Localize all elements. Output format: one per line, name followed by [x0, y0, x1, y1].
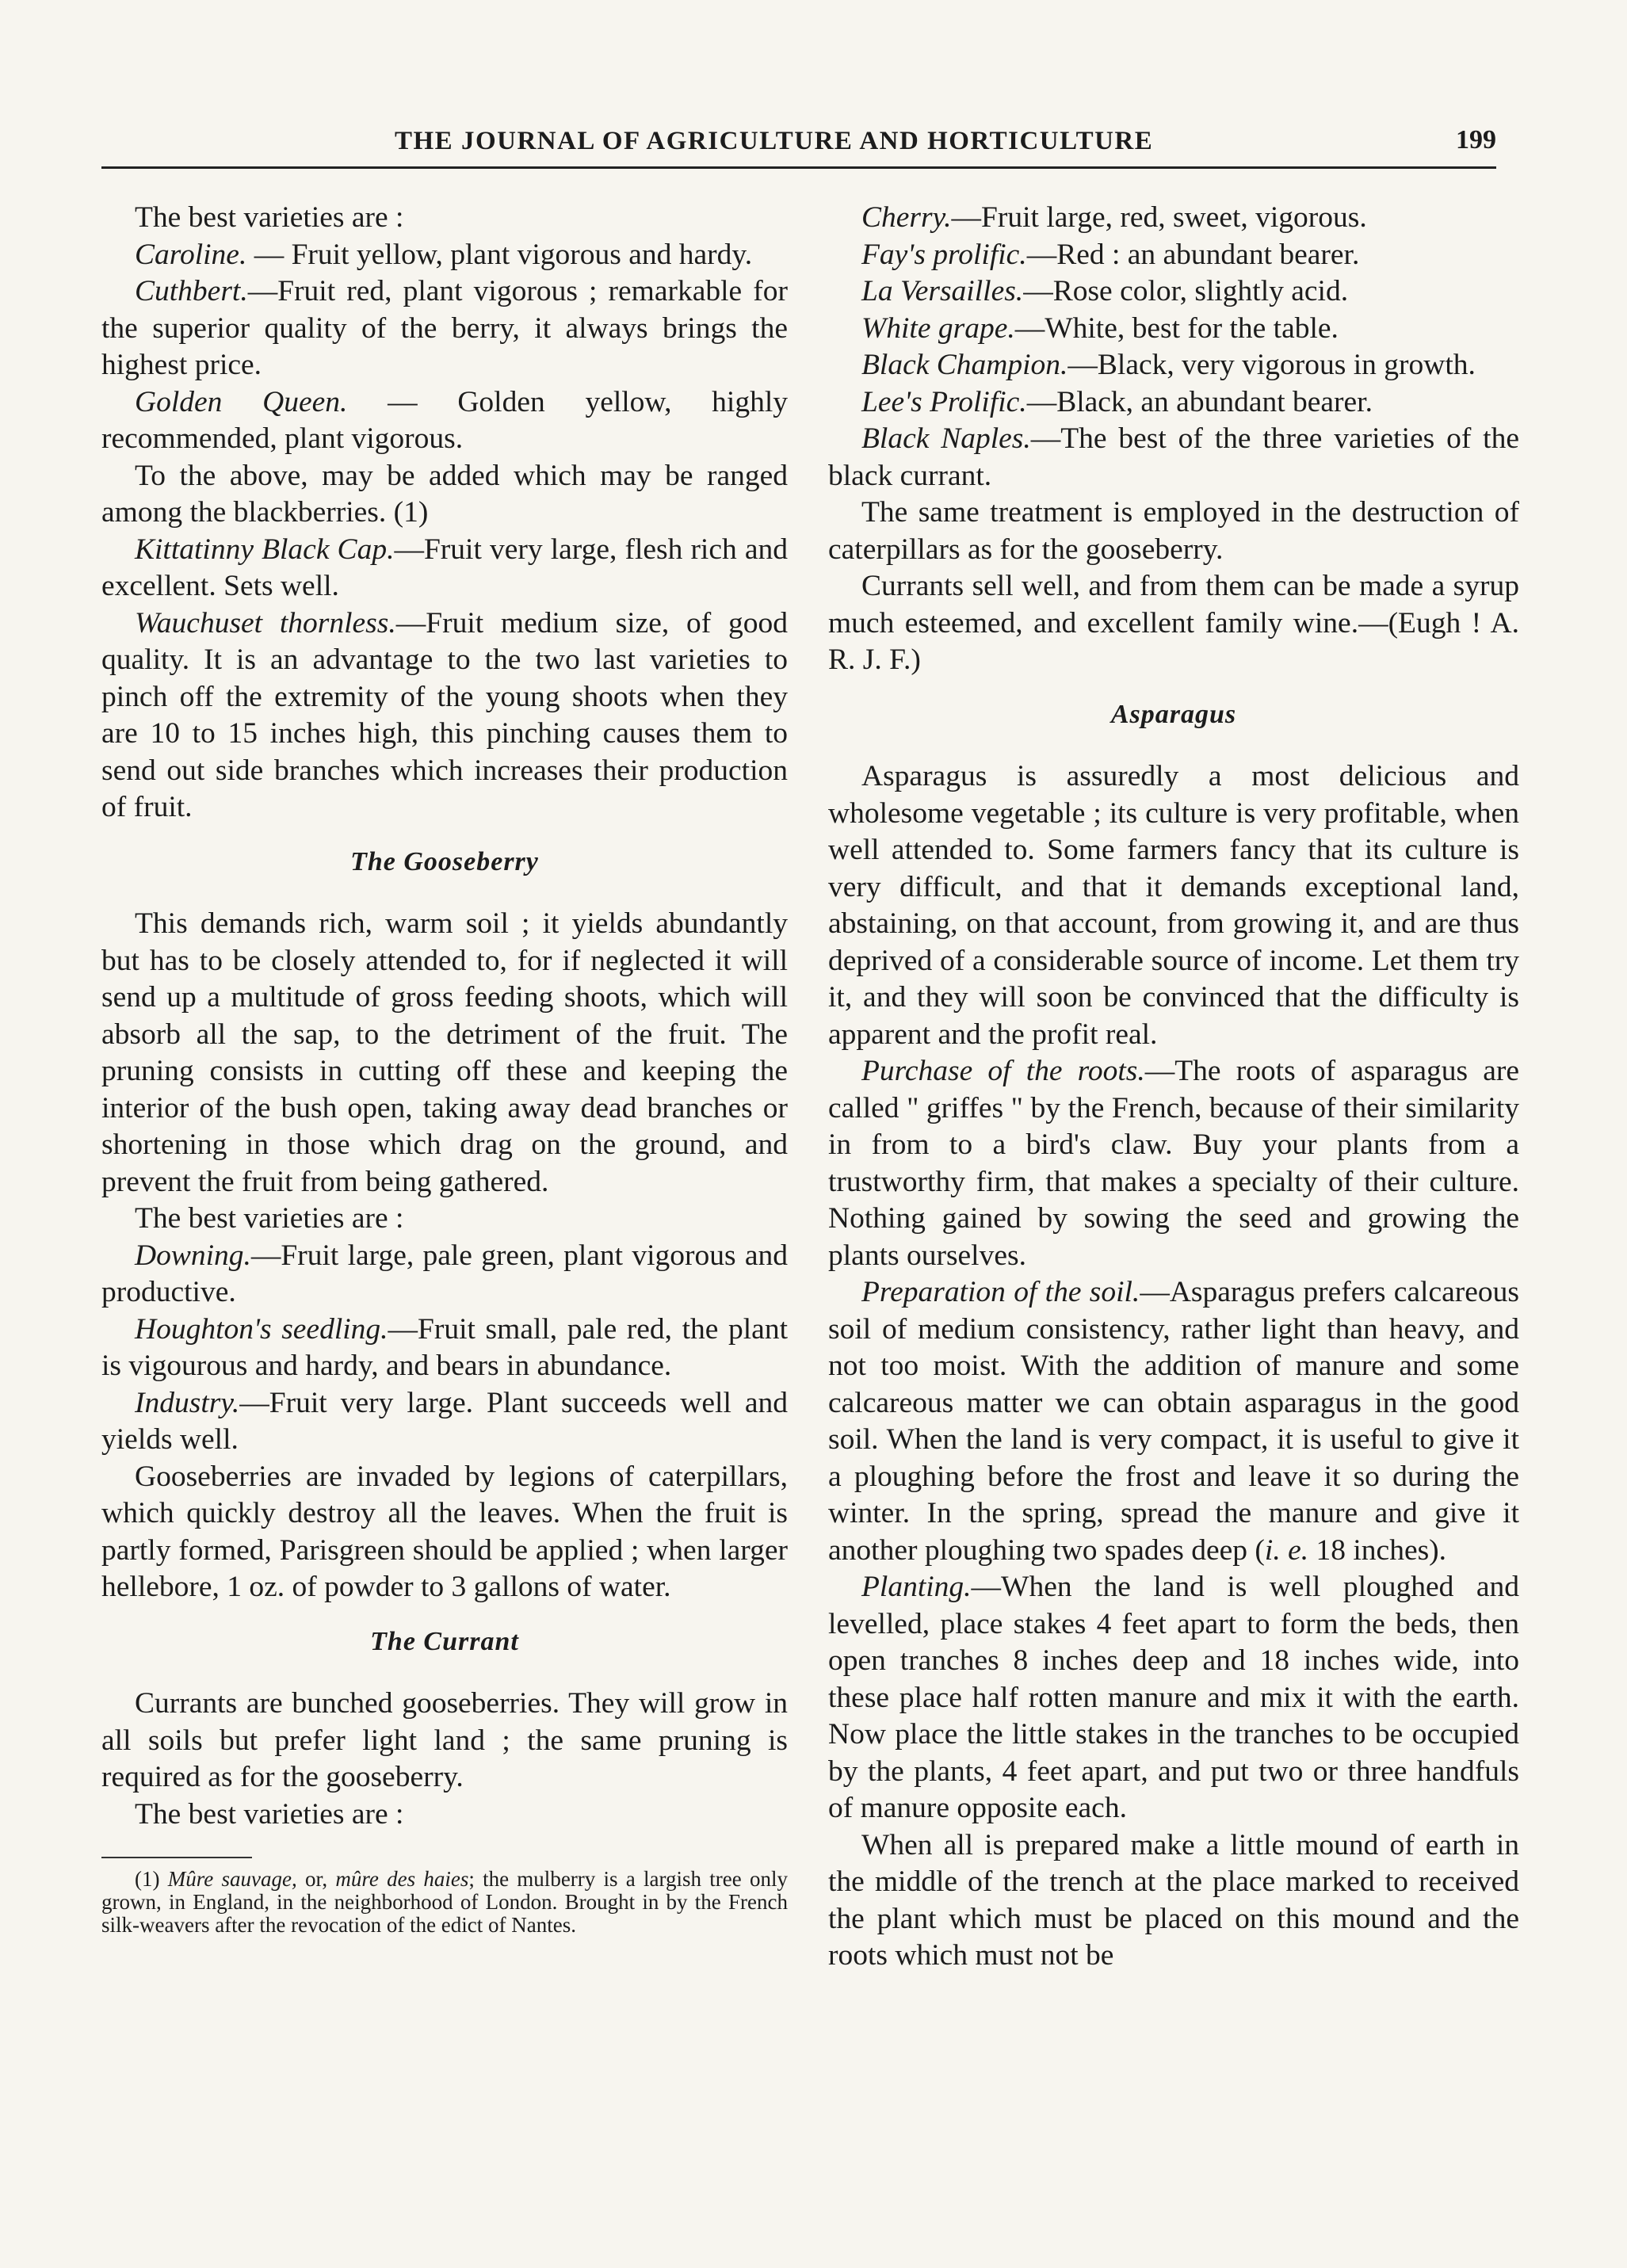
subsection-text: —Asparagus prefers calcareous soil of medium consistency, rather light than heavy, and not too moist. With the addition of manure and some calcareous matter we can obtain asparagus in the good soil. When the land is very compact, it is useful to give it a ploughing before the frost and leave it so during the winter. In the spring, spread the manure and give it another ploughing two spades deep (	[828, 1276, 1519, 1567]
variety-description: —Black, very vigorous in growth.	[1067, 349, 1476, 381]
subsection-planting	[828, 1569, 1519, 1827]
paragraph: This demands rich, warm soil ; it yields abundantly but has to be closely attended to, for if neglected it will send up a multitude of gross feeding shoots, which will absorb all the sap, to the detriment of the fruit. The pruning consists in cutting off these and keeping the interior of the bush open, taking away dead branches or shortening in those which drag on the ground, and prevent the fruit from being gathered.	[101, 907, 788, 1198]
page-number: 199	[1456, 125, 1496, 155]
variety-name: Caroline.	[135, 238, 247, 271]
subsection-title: Preparation of the soil.	[861, 1276, 1140, 1308]
variety-name: Industry.	[135, 1386, 240, 1419]
footnote-term: mûre des haies	[335, 1867, 469, 1891]
variety-industry	[101, 1385, 788, 1459]
left-column	[101, 200, 788, 1937]
variety-name: Black Champion.	[861, 349, 1068, 381]
variety-downing	[101, 1238, 788, 1312]
variety-description: —Fruit medium size, of good quality. It is an advantage to the two last varieties to pinch off the extremity of the young shoots when they are 10 to 15 inches high, this pinching causes them to send out side branches which increases their production of fruit.	[101, 606, 789, 823]
variety-description: —Fruit small, pale red, the plant is vigourous and hardy, and bears in abundance.	[101, 1312, 788, 1382]
variety-cherry	[828, 200, 1519, 237]
subsection-title: Purchase of the roots.	[861, 1055, 1145, 1087]
variety-fays-prolific	[828, 237, 1519, 274]
footnote-text: ; the mulberry is a largish tree only grown, in England, in the neighborhood of London. Brought in by the French silk-weavers after the revocation of the edict of Nantes.	[101, 1867, 788, 1937]
variety-description: — Golden yellow, highly recommended, plant vigorous.	[101, 385, 789, 455]
variety-name: Wauchuset thornless.	[135, 606, 396, 640]
variety-wauchuset	[101, 605, 788, 827]
paragraph: The best varieties are :	[135, 1797, 404, 1831]
variety-name: Cuthbert.	[135, 275, 248, 307]
variety-description: —Black, an abundant bearer.	[1026, 385, 1373, 418]
section-heading-gooseberry: The Gooseberry	[350, 846, 539, 876]
section-heading-asparagus: Asparagus	[1110, 699, 1237, 729]
variety-name: Kittatinny Black Cap.	[135, 533, 395, 566]
variety-name: Lee's Prolific.	[861, 385, 1027, 418]
footnote-term: Mûre sauvage,	[167, 1867, 297, 1891]
variety-la-versailles	[828, 273, 1519, 311]
variety-golden-queen	[101, 384, 788, 458]
subsection-text-end: 18 inches).	[1308, 1533, 1447, 1567]
paragraph: Gooseberries are invaded by legions of caterpillars, which quickly destroy all the leaves. When the fruit is partly formed, Parisgreen should be applied ; when larger hellebore, 1 oz. of powder to 3 gallons of water.	[101, 1460, 788, 1603]
variety-name: La Versailles.	[861, 275, 1024, 307]
variety-description: —The best of the three varieties of the black currant.	[828, 422, 1519, 492]
variety-description: —Fruit red, plant vigorous ; remarkable for the superior quality of the berry, it always brings the highest price.	[101, 275, 788, 381]
footnote-mark: (1)	[135, 1867, 168, 1891]
variety-caroline	[101, 237, 788, 274]
section-heading-currant: The Currant	[370, 1626, 519, 1656]
paragraph: The best varieties are :	[135, 1202, 404, 1235]
variety-description: —Red : an abundant bearer.	[1026, 238, 1360, 271]
variety-description: —Fruit very large, flesh rich and excellent. Sets well.	[101, 533, 788, 602]
variety-name: Houghton's seedling.	[135, 1312, 388, 1346]
variety-description: —Fruit large, red, sweet, vigorous.	[951, 201, 1367, 234]
variety-description: —White, best for the table.	[1014, 311, 1339, 345]
subsection-purchase	[828, 1053, 1519, 1274]
subsection-text: —The roots of asparagus are called " griffes " by the French, because of their similarity in from to a bird's claw. Buy your plants from a trustworthy firm, that makes a specialty of their culture. Nothing gained by sowing the seed and growing the plants ourselves.	[828, 1055, 1519, 1272]
variety-cuthbert	[101, 273, 788, 384]
footnote-connector: or,	[296, 1867, 336, 1891]
variety-name: Fay's prolific.	[861, 238, 1027, 271]
variety-name: Cherry.	[861, 201, 952, 234]
paragraph: To the above, may be added which may be ranged among the blackberries. (1)	[101, 459, 788, 529]
footnote-divider	[101, 1857, 252, 1858]
variety-description: —Rose color, slightly acid.	[1023, 275, 1349, 307]
paragraph: When all is prepared make a little mound of earth in the middle of the trench at the place marked to received the plant which must be placed on this mound and the roots which must not be	[828, 1828, 1519, 1972]
variety-kittatinny	[101, 532, 788, 605]
variety-white-grape	[828, 311, 1519, 348]
subsection-text: —When the land is well ploughed and levelled, place stakes 4 feet apart to form the beds, then open tranches 8 inches deep and 18 inches wide, into these place half rotten manure and mix it with the earth. Now place the little stakes in the tranches to be occupied by the plants, 4 feet apart, and put two or three handfuls of manure opposite each.	[828, 1571, 1519, 1824]
variety-description: —Fruit large, pale green, plant vigorous and productive.	[101, 1239, 788, 1308]
paragraph: Currants are bunched gooseberries. They will grow in all soils but prefer light land ; the same pruning is required as for the gooseberry.	[101, 1687, 788, 1793]
page-header	[101, 119, 1496, 169]
variety-name: Golden Queen.	[135, 385, 348, 418]
right-column	[828, 200, 1519, 1975]
variety-name: Downing.	[135, 1239, 251, 1272]
subsection-preparation	[828, 1274, 1519, 1569]
running-title: THE JOURNAL OF AGRICULTURE AND HORTICULTURE	[395, 127, 1154, 155]
variety-black-naples	[828, 421, 1519, 494]
variety-name: White grape.	[861, 311, 1015, 345]
variety-houghton	[101, 1312, 788, 1385]
variety-description: — Fruit yellow, plant vigorous and hardy.	[246, 238, 753, 271]
paragraph: The same treatment is employed in the destruction of caterpillars as for the gooseberry.	[828, 496, 1519, 566]
variety-black-champion	[828, 347, 1519, 384]
paragraph: The best varieties are :	[135, 201, 404, 234]
variety-description: —Fruit very large. Plant succeeds well and yields well.	[101, 1386, 788, 1456]
abbreviation: i. e.	[1264, 1533, 1309, 1567]
subsection-title: Planting.	[861, 1571, 972, 1603]
paragraph: Currants sell well, and from them can be made a syrup much esteemed, and excellent family wine.—(Eugh ! A. R. J. F.)	[828, 570, 1519, 676]
variety-lees-prolific	[828, 384, 1519, 422]
paragraph: Asparagus is assuredly a most delicious and wholesome vegetable ; its culture is very profitable, when well attended to. Some farmers fancy that its culture is very difficult, and that it demands exceptional land, abstaining, on that account, from growing it, and are thus deprived of a considerable source of income. Let them try it, and they will soon be convinced that the difficulty is apparent and the profit real.	[828, 760, 1519, 1051]
variety-name: Black Naples.	[861, 422, 1031, 455]
footnote	[101, 1868, 788, 1937]
